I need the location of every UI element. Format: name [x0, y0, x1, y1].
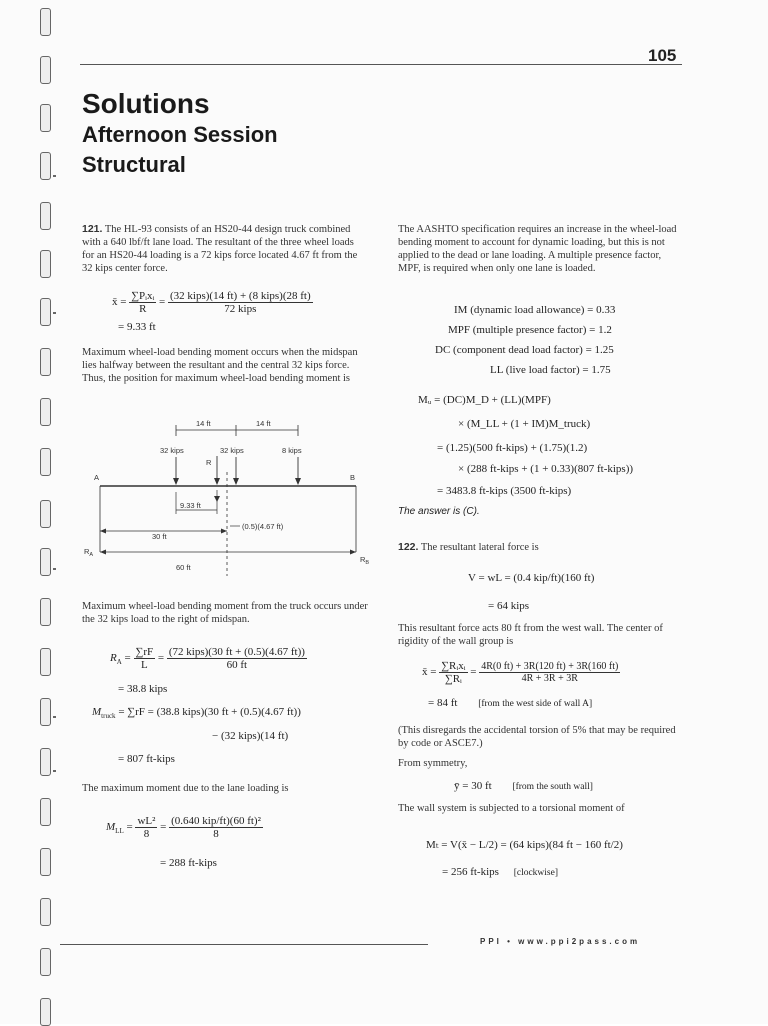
problem-121-intro: [82, 223, 368, 275]
equation-xbar: x̄ = $\frac{\text{∑Pᵢxᵢ}}{R}$ = $\frac{\text{(32 kips)(14 ft) + (8 kips)(28 ft)}}{\text{72 kips}}$: [112, 290, 311, 315]
answer-statement: The answer is (C).: [398, 506, 480, 517]
problem-122-intro: [398, 541, 684, 554]
load-label-2: 32 kips: [220, 446, 244, 455]
equation-center-rigidity-result: = 84 ft [from the west side of wall A]: [428, 697, 593, 709]
factor-mpf: MPF (multiple presence factor) = 1.2: [448, 324, 612, 336]
beam-load-diagram: [80, 412, 372, 580]
reaction-b-label: $R_B$: [360, 555, 370, 566]
equation-center-rigidity: x̄ = $\frac{\text{∑Rᵢxᵢ}}{\text{∑Rᵢ}}$ = $\frac{4R(0 ft) + 3R(120 ft) + 3R(160 ft)}{4R + 3R + 3R}$: [422, 660, 619, 685]
problem-number: 121.: [82, 223, 103, 235]
equation-mtruck: $M_{truck} = \sum rF = (38.8$ kips)(30 ft + (0.5)(4.67 ft)): [92, 706, 301, 721]
footer-publisher: PPI • www.ppi2pass.com: [480, 937, 641, 946]
factor-ll: LL (live load factor) = 1.75: [490, 364, 611, 376]
header-rule: [80, 64, 682, 65]
paragraph-torsional: The wall system is subjected to a torsional moment of: [398, 803, 625, 814]
page-number: 105: [648, 46, 677, 65]
problem-122-text: The resultant lateral force is: [420, 542, 539, 553]
equation-mu-line4: × (288 ft-kips + (1 + 0.33)(807 ft-kips)): [458, 463, 634, 475]
equation-torsional-moment: Mₜ = V(x̄ − L/2) = (64 kips)(84 ft − 160 ft/2): [426, 839, 623, 851]
equation-mu-result: = 3483.8 ft-kips (3500 ft-kips): [437, 485, 572, 497]
equation-v-result: = 64 kips: [488, 600, 530, 612]
load-label-1: 32 kips: [160, 446, 184, 455]
paragraph-max-moment-truck: Maximum wheel-load bending moment from the truck occurs under the 32 kips load to the right of midspan.: [82, 601, 368, 625]
resultant-label: R: [206, 458, 212, 467]
equation-mtruck-result: = 807 ft-kips: [118, 753, 175, 765]
binder-rings: [40, 0, 68, 1024]
dim-half-offset: (0.5)(4.67 ft): [242, 522, 284, 531]
section-category: Structural: [82, 152, 186, 177]
dim-30ft: 30 ft: [152, 532, 167, 541]
dim-9-33ft: 9.33 ft: [180, 501, 201, 510]
equation-v: V = wL = (0.4 kip/ft)(160 ft): [468, 572, 595, 584]
equation-ra: $R_A$ = $\frac{\sum rF}{L}$ = $\frac{\text{(72 kips)(30 ft + (0.5)(4.67 ft))}}{60 ft}$: [110, 646, 305, 671]
section-subtitle: Afternoon Session: [82, 122, 278, 147]
load-label-3: 8 kips: [282, 446, 302, 455]
dim-14ft-left: 14 ft: [196, 419, 211, 428]
equation-mu: Mᵤ = (DC)M_D + (LL)(MPF): [418, 394, 551, 406]
paragraph-symmetry: From symmetry,: [398, 758, 468, 769]
factor-dc: DC (component dead load factor) = 1.25: [435, 344, 614, 356]
dim-14ft-right: 14 ft: [256, 419, 271, 428]
dim-60ft: 60 ft: [176, 563, 191, 572]
paragraph-lane: The maximum moment due to the lane loading is: [82, 783, 289, 794]
equation-ra-result: = 38.8 kips: [118, 683, 168, 695]
equation-mu-line3: = (1.25)(500 ft-kips) + (1.75)(1.2): [437, 442, 588, 454]
paragraph-aashto: The AASHTO specification requires an increase in the wheel-load bending moment to account for dynamic loading, but this is not applied to the dead or lane loading. A multiple presence factor, MPF, is required when only one lane is loaded.: [398, 224, 677, 274]
equation-ybar: ȳ = 30 ft [from the south wall]: [454, 780, 593, 792]
point-b-label: B: [350, 473, 356, 482]
equation-torsional-result: = 256 ft-kips [clockwise]: [442, 866, 559, 878]
footer-rule: [60, 944, 428, 945]
paragraph-max-moment: Maximum wheel-load bending moment occurs when the midspan lies halfway between the resultant and the central 32 kips force. Thus, the position for maximum wheel-load bending moment is: [82, 347, 358, 384]
equation-xbar-result: = 9.33 ft: [118, 321, 156, 333]
problem-number: 122.: [398, 541, 419, 553]
reaction-a-label: $R_A$: [84, 547, 94, 558]
paragraph-disregard: (This disregards the accidental torsion of 5% that may be required by code or ASCE7.): [398, 725, 676, 749]
problem-121-text: The HL-93 consists of an HS20-44 design truck combined with a 640 lbf/ft lane load. The resultant of the three wheel loads for an HS20-44 loading is a 72 kips force located 4.67 ft from the 32 kips center force.: [82, 224, 358, 274]
page-title: Solutions: [82, 88, 210, 119]
point-a-label: A: [94, 473, 100, 482]
equation-mu-line2: × (M_LL + (1 + IM)M_truck): [458, 418, 591, 430]
paragraph-resultant: This resultant force acts 80 ft from the west wall. The center of rigidity of the wall group is: [398, 623, 663, 647]
equation-mll-result: = 288 ft-kips: [160, 857, 217, 869]
factor-im: IM (dynamic load allowance) = 0.33: [454, 304, 616, 316]
equation-mtruck-line2: − (32 kips)(14 ft): [212, 730, 289, 742]
equation-mll: $M_{LL}$ = $\frac{\text{wL²}}{8}$ = $\frac{\text{(0.640 kip/ft)(60 ft)²}}{8}$: [106, 815, 261, 840]
